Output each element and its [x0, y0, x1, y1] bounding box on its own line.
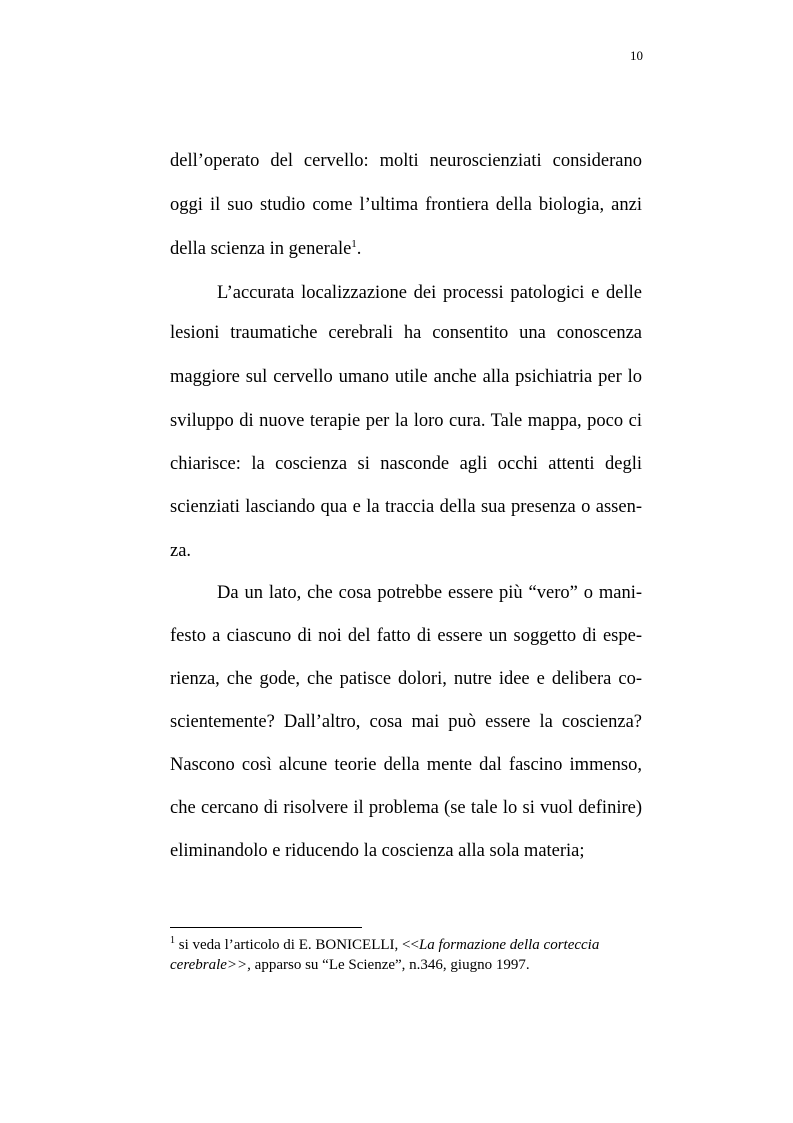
body-line: chiarisce: la coscienza si nasconde agli occhi attenti degli [170, 454, 642, 474]
body-line: festo a ciascuno di noi del fatto di essere un soggetto di espe- [170, 626, 642, 646]
footnote-mark: 1 [170, 935, 175, 946]
page-number: 10 [630, 48, 643, 63]
footnote-reference: 1 [351, 237, 357, 250]
footnote-line [170, 935, 630, 955]
body-line: lesioni traumatiche cerebrali ha consentito una conoscenza [170, 323, 642, 343]
body-line: Da un lato, che cosa potrebbe essere più “vero” o mani- [217, 583, 642, 603]
body-line: che cercano di risolvere il problema (se tale lo si vuol definire) [170, 798, 642, 818]
body-line: oggi il suo studio come l’ultima frontiera della biologia, anzi [170, 195, 642, 215]
body-line: eliminandolo e riducendo la coscienza alla sola materia; [170, 841, 585, 861]
body-line: dell’operato del cervello: molti neuroscienziati considerano [170, 151, 642, 171]
footnote-separator [170, 927, 362, 928]
body-line: L’accurata localizzazione dei processi patologici e delle [217, 283, 642, 303]
body-line: scientemente? Dall’altro, cosa mai può essere la coscienza? [170, 712, 642, 732]
body-line: sviluppo di nuove terapie per la loro cura. Tale mappa, poco ci [170, 411, 642, 431]
sentence-end: . [356, 239, 362, 259]
footnote-lead: si veda l’articolo di E. BONICELLI, << [175, 937, 419, 953]
body-line-text: della scienza in generale [170, 239, 352, 259]
footnote-tail: apparso su “Le Scienze”, n.346, giugno 1997. [250, 957, 530, 973]
footnote-line [170, 955, 630, 975]
body-line: scienziati lasciando qua e la traccia della sua presenza o assen- [170, 497, 642, 517]
body-line: Nascono così alcune teorie della mente dal fascino immenso, [170, 755, 642, 775]
body-line: maggiore sul cervello umano utile anche alla psichiatria per lo [170, 367, 642, 387]
body-line [170, 238, 642, 260]
body-line: rienza, che gode, che patisce dolori, nutre idee e delibera co- [170, 669, 642, 689]
footnote-title: La formazione della corteccia [418, 937, 600, 953]
footnote-title: cerebrale>>, [170, 957, 251, 973]
body-line: za. [170, 541, 192, 561]
